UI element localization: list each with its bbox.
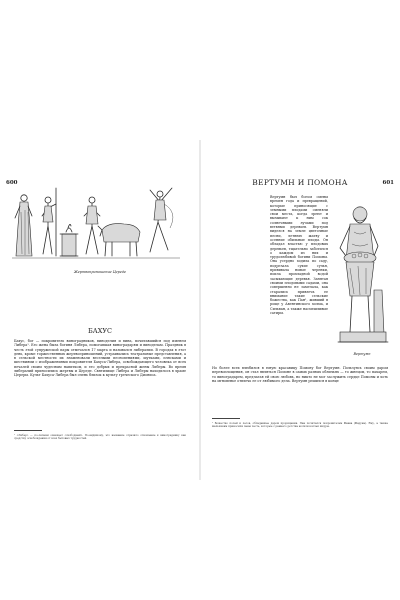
right-page [200, 0, 400, 600]
right-page-number: 601 [382, 180, 394, 186]
statue-caption: Вертумн [353, 352, 371, 356]
body-paragraph: Бахус, бог — покровитель виноградников, виноделия и вина, почитавшийся под именем Либера¹. Его жена была богиня Либера, помогавшая виноградарям и виноделам. Праздник в честь этой супружеской пары отмечался 17 марта и назывался либералии. В городах в этот день, кроме торжественных жертвоприношений, устраивались театральные представления, а в сельской местности их знаменовали веселыми песнопениями, шутками, плясками и шествиями с изображениями покровителя Бахуса-Либера, освобождающего человека от всех печалей своим чудесным напитком, и его добрых и прекрасной жены Либеры. Во время либералий приносились жертвы и Цереде. Святилище Либера и Либеры находилось в храме Цереры. Культ Бахуса-Либера был очень близок к культу греческого Диониса. [14, 339, 186, 378]
vertumnus-statue [334, 200, 390, 348]
section-heading: БАХУС [88, 327, 112, 335]
figure-man-with-staff [42, 188, 56, 256]
body-column: Вертумн был богом смены времен года и превращений, которые приносящие с земными плодами сменяли свои места, когда зреют и вызывают к ним сок солнечными лучами под ветвями деревьев. Вертумн виделся на земле цветочные песни, летнюю жатву и осенние обильные плоды. Он обладал властью у плодовых деревьев, тщательно заботился о каждом из них и трудолюбивой богини Помоны. Она усердно ходила по саду, подрезала сухие сучья, прививала новые черенки, поила прохладной водой засыхающие деревья. Занятая своими плодовыми садами, она совершенно не замечала, как старались привлечь ее внимание такие сельские божества, как Пан¹, живший в роще у Авентинского холма, и Сильван, а также насмешливые сатиры. [270, 195, 328, 316]
bull [98, 224, 140, 256]
footnote-rule [212, 418, 240, 419]
altar [60, 224, 78, 256]
figure-dancer [150, 188, 173, 252]
sacrifice-illustration [12, 182, 180, 264]
left-page-number: 600 [6, 180, 18, 186]
body-paragraph-full: Но более всех влюбился в юную красавицу Помону бог Вертумн. Пользуясь своим даром перевоплощения, он стал являться Помоне в самых разных обличьях — то жнецом, то пахарем, то виноградарем, предлагая ей свою любовь, но никто не мог заслужить сердце Помоны и хоть на мгновенье отвлечь ее от любимого дела. Вертумн решился в конце [212, 366, 388, 383]
illustration-caption: Жертвоприношение Цереде [73, 270, 127, 274]
chapter-title: ВЕРТУМН И ПОМОНА [252, 178, 348, 187]
figure-man-leading-animal [84, 197, 100, 254]
footnote-rule [14, 430, 42, 431]
footnote: ¹ Божество полей и лесов, обладавшее даром прорицания. Пан почитался покровителем Фавна (Фаруна). Ему, а также мальчикам приносили пены честь, которые с раннего детства носили волчьи шкуры. [212, 422, 388, 429]
footnote: ¹ «Либер» — по-латыни означает «свободный». По-видимому, это название отразило отношение к винограднику как средству освобождения от всех бытовых трудностей. [14, 434, 186, 441]
figure-robed-woman [15, 195, 32, 256]
